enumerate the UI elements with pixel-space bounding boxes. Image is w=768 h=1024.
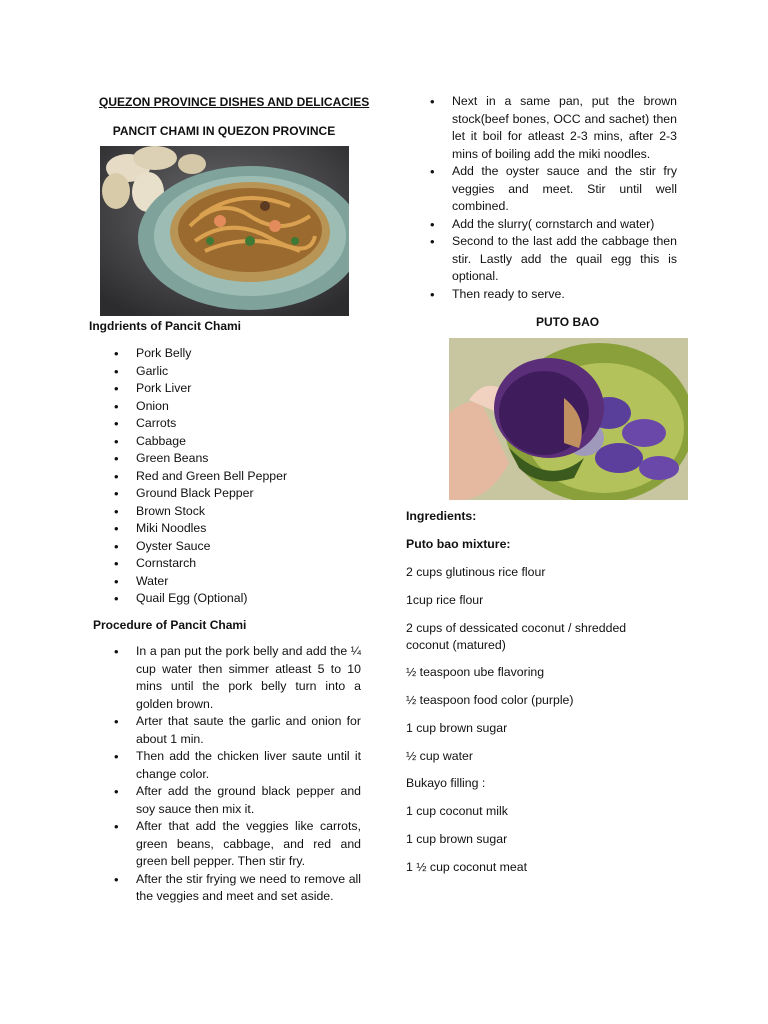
list-item: • Quail Egg (Optional) [136, 590, 356, 608]
list-item: • Garlic [136, 363, 356, 381]
procedure-step: • Arter that saute the garlic and onion for about 1 min. [136, 713, 361, 748]
list-item: • Cabbage [136, 433, 356, 451]
mixture-item: ½ cup water [406, 749, 473, 763]
list-item: • Red and Green Bell Pepper [136, 468, 356, 486]
pancit-section-title: PANCIT CHAMI IN QUEZON PROVINCE [112, 124, 336, 138]
mixture-item: ½ teaspoon food color (purple) [406, 693, 574, 707]
list-item: • Water [136, 573, 356, 591]
procedure-step: • Second to the last add the cabbage then stir. Lastly add the quail egg this is optional. [452, 233, 677, 286]
pancit-chami-photo [100, 146, 349, 316]
puto-bao-heading: PUTO BAO [536, 315, 600, 329]
filling-item: 1 cup coconut milk [406, 804, 508, 818]
list-item: • Carrots [136, 415, 356, 433]
mixture-item: 1 cup brown sugar [406, 721, 508, 735]
puto-ingredients-label: Ingredients: [406, 509, 477, 523]
mixture-item: 1cup rice flour [406, 593, 484, 607]
list-item: • Cornstarch [136, 555, 356, 573]
procedure-step: • After that add the veggies like carrots, green beans, cabbage, and red and green bell pepper. Then stir fry. [136, 818, 361, 871]
mixture-item: 2 cups glutinous rice flour [406, 565, 546, 579]
list-item: • Oyster Sauce [136, 538, 356, 556]
procedure-step: • Then add the chicken liver saute until it change color. [136, 748, 361, 783]
procedure-step: • After add the ground black pepper and soy sauce then mix it. [136, 783, 361, 818]
procedure-step: • In a pan put the pork belly and add the ¼ cup water then simmer atleast 5 to 10 mins until the pork belly turn into a golden brown. [136, 643, 361, 713]
mixture-item: ½ teaspoon ube flavoring [406, 665, 545, 679]
list-item: • Ground Black Pepper [136, 485, 356, 503]
puto-mixture-label: Puto bao mixture: [406, 537, 511, 551]
procedure-step: • Add the slurry( cornstarch and water) [452, 216, 677, 234]
list-item: • Miki Noodles [136, 520, 356, 538]
pancit-procedure-heading: Procedure of Pancit Chami [93, 618, 247, 632]
puto-filling-label: Bukayo filling : [406, 776, 486, 790]
filling-item: 1 cup brown sugar [406, 832, 508, 846]
list-item: • Brown Stock [136, 503, 356, 521]
pancit-ingredient-list [136, 345, 356, 608]
procedure-step: • Next in a same pan, put the brown stock(beef bones, OCC and sachet) then let it boil for atleast 2-3 mins, after 2-3 mins of boiling add the miki noodles. [452, 93, 677, 163]
procedure-step: • Add the oyster sauce and the stir fry veggies and meet. Stir until well combined. [452, 163, 677, 216]
mixture-item: 2 cups of dessicated coconut / shredded coconut (matured) [406, 621, 627, 652]
filling-item: 1 ½ cup coconut meat [406, 860, 527, 874]
list-item: • Pork Belly [136, 345, 356, 363]
puto-bao-photo [449, 338, 688, 500]
list-item: • Onion [136, 398, 356, 416]
pancit-procedure-steps-right [452, 93, 677, 303]
procedure-step: • After the stir frying we need to remove all the veggies and meet and set aside. [136, 871, 361, 906]
pancit-ingredients-heading: Ingdrients of Pancit Chami [89, 319, 242, 333]
pancit-procedure-steps-left [136, 643, 361, 906]
page-title: QUEZON PROVINCE DISHES AND DELICACIES [99, 95, 370, 109]
procedure-step: • Then ready to serve. [452, 286, 677, 304]
list-item: • Green Beans [136, 450, 356, 468]
list-item: • Pork Liver [136, 380, 356, 398]
